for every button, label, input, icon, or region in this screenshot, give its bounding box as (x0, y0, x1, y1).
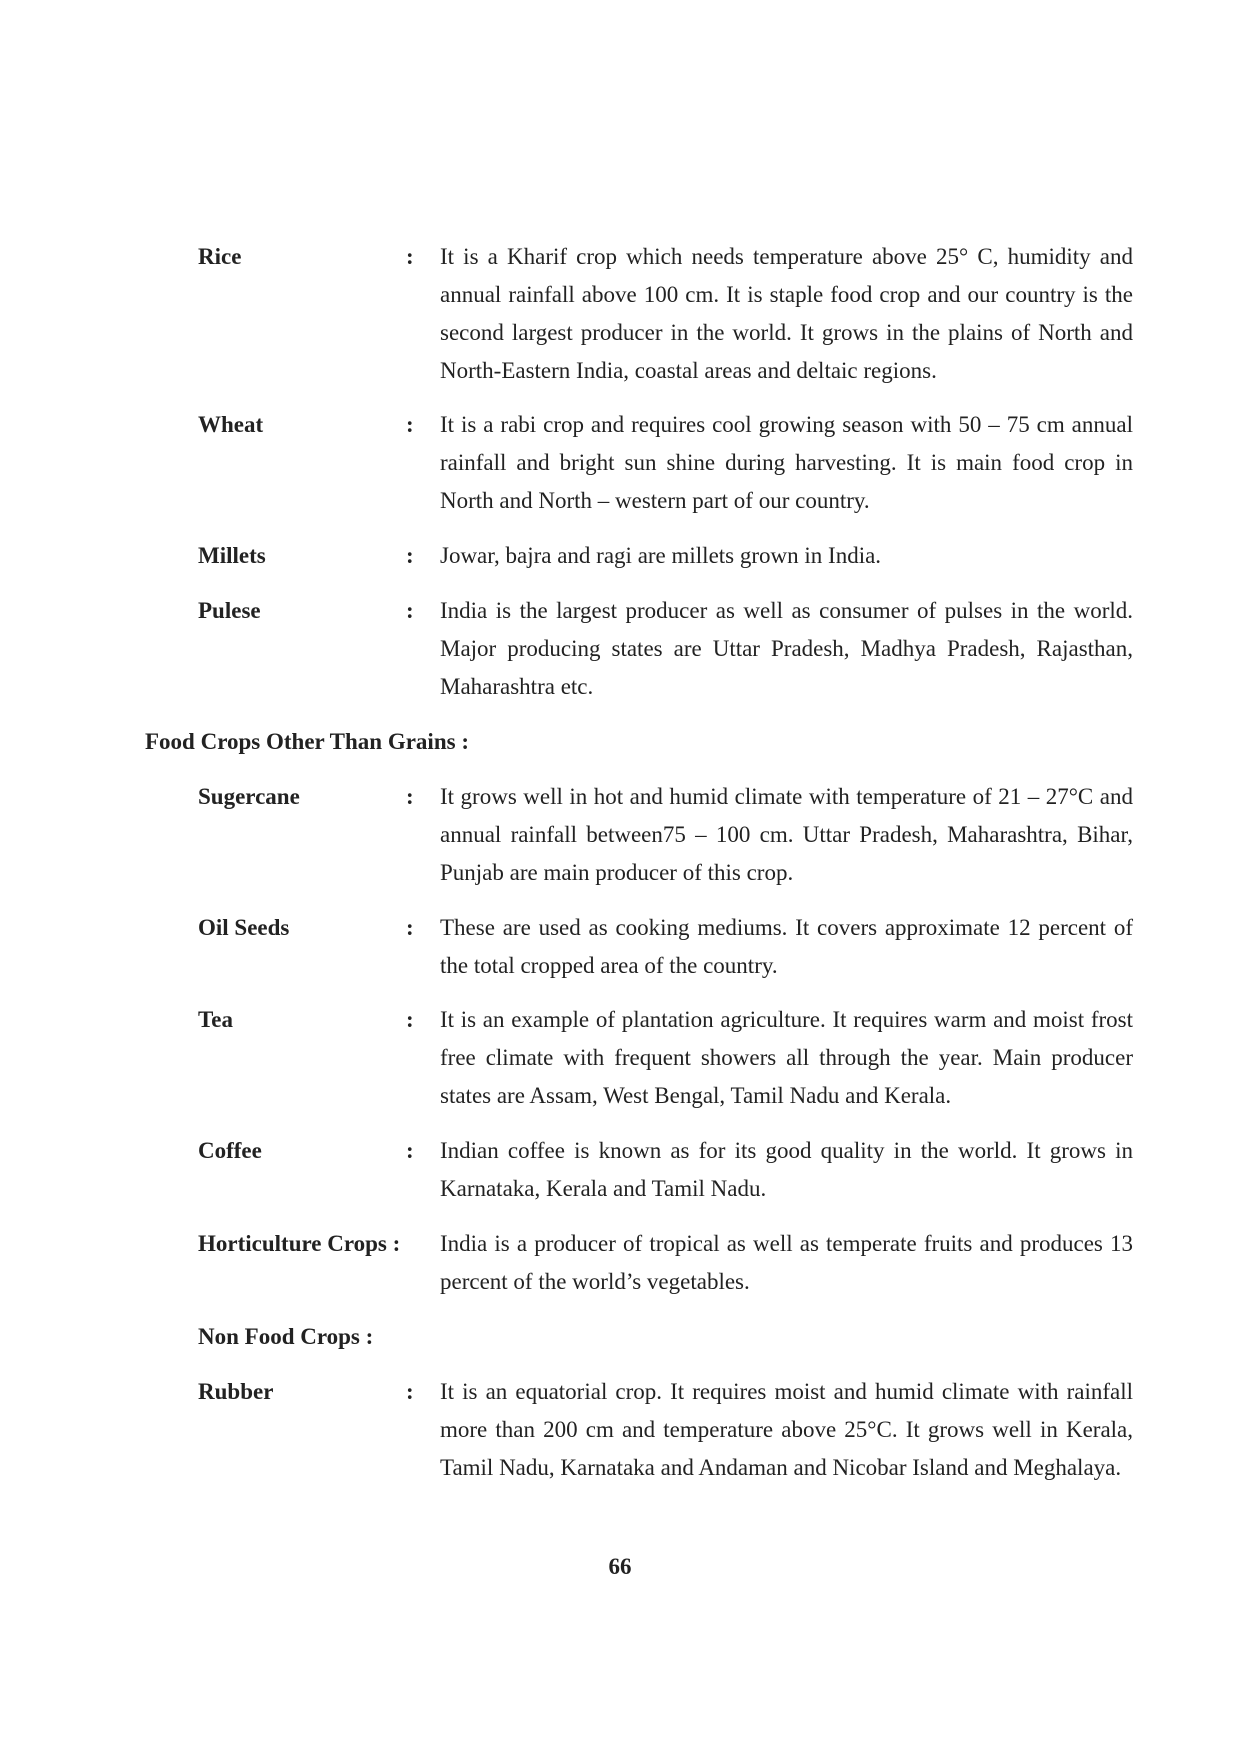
section-heading-food-other: Food Crops Other Than Grains : (145, 729, 469, 754)
entry-term: Rice (198, 244, 242, 269)
entry-wheat (198, 406, 1133, 520)
entry-term: Rubber (198, 1379, 274, 1404)
entry-rice (198, 238, 1133, 390)
entry-description: It grows well in hot and humid climate with temperature of 21 – 27°C and annual rainfall between75 – 100 cm. Uttar Pradesh, Maharashtra, Bihar, Punjab are main producer of this crop. (440, 784, 1133, 885)
entry-description: These are used as cooking mediums. It covers approximate 12 percent of the total cropped area of the country. (440, 915, 1133, 978)
entry-term: Sugercane (198, 784, 300, 809)
entry-rubber (198, 1373, 1133, 1487)
entry-colon: : (406, 1007, 414, 1032)
entry-horticulture-crops (198, 1225, 1133, 1301)
entry-tea (198, 1001, 1133, 1115)
entry-pulese (198, 592, 1133, 706)
entry-term: Wheat (198, 412, 264, 437)
entry-description: Indian coffee is known as for its good quality in the world. It grows in Karnataka, Kerala and Tamil Nadu. (440, 1138, 1133, 1201)
entry-colon: : (406, 412, 414, 437)
entry-coffee (198, 1132, 1133, 1208)
entry-millets (198, 537, 1133, 575)
entry-colon: : (406, 915, 414, 940)
entry-colon: : (406, 1138, 414, 1163)
entry-term: Coffee (198, 1138, 262, 1163)
entry-colon: : (406, 1379, 414, 1404)
entry-term: Tea (198, 1007, 233, 1032)
entry-colon: : (406, 598, 414, 623)
entry-term: Oil Seeds (198, 915, 290, 940)
entry-colon: : (406, 784, 414, 809)
entry-term: Millets (198, 543, 266, 568)
entry-colon: : (406, 543, 414, 568)
entry-description: It is a rabi crop and requires cool growing season with 50 – 75 cm annual rainfall and bright sun shine during harvesting. It is main food crop in North and North – western part of our country. (440, 412, 1133, 513)
entry-description: It is an equatorial crop. It requires moist and humid climate with rainfall more than 200 cm and temperature above 25°C. It grows well in Kerala, Tamil Nadu, Karnataka and Andaman and Nicobar Island and Meghalaya. (440, 1379, 1133, 1480)
page-number: 66 (608, 1554, 632, 1579)
entry-description: It is a Kharif crop which needs temperature above 25° C, humidity and annual rainfall above 100 cm. It is staple food crop and our country is the second largest producer in the world. It grows in the plains of North and North-Eastern India, coastal areas and deltaic regions. (440, 244, 1133, 383)
entry-oil-seeds (198, 909, 1133, 985)
entry-description: Jowar, bajra and ragi are millets grown in India. (440, 543, 882, 568)
entry-term: Pulese (198, 598, 261, 623)
entry-sugercane (198, 778, 1133, 892)
entry-description: India is a producer of tropical as well as temperate fruits and produces 13 percent of the world’s vegetables. (440, 1231, 1133, 1294)
section-heading-non-food: Non Food Crops : (198, 1324, 374, 1349)
entry-description: India is the largest producer as well as consumer of pulses in the world. Major producing states are Uttar Pradesh, Madhya Pradesh, Rajasthan, Maharashtra etc. (440, 598, 1133, 699)
entry-colon: : (406, 244, 414, 269)
entry-term: Horticulture Crops : (198, 1231, 401, 1256)
entry-description: It is an example of plantation agriculture. It requires warm and moist frost free climate with frequent showers all through the year. Main producer states are Assam, West Bengal, Tamil Nadu and Kerala. (440, 1007, 1133, 1108)
